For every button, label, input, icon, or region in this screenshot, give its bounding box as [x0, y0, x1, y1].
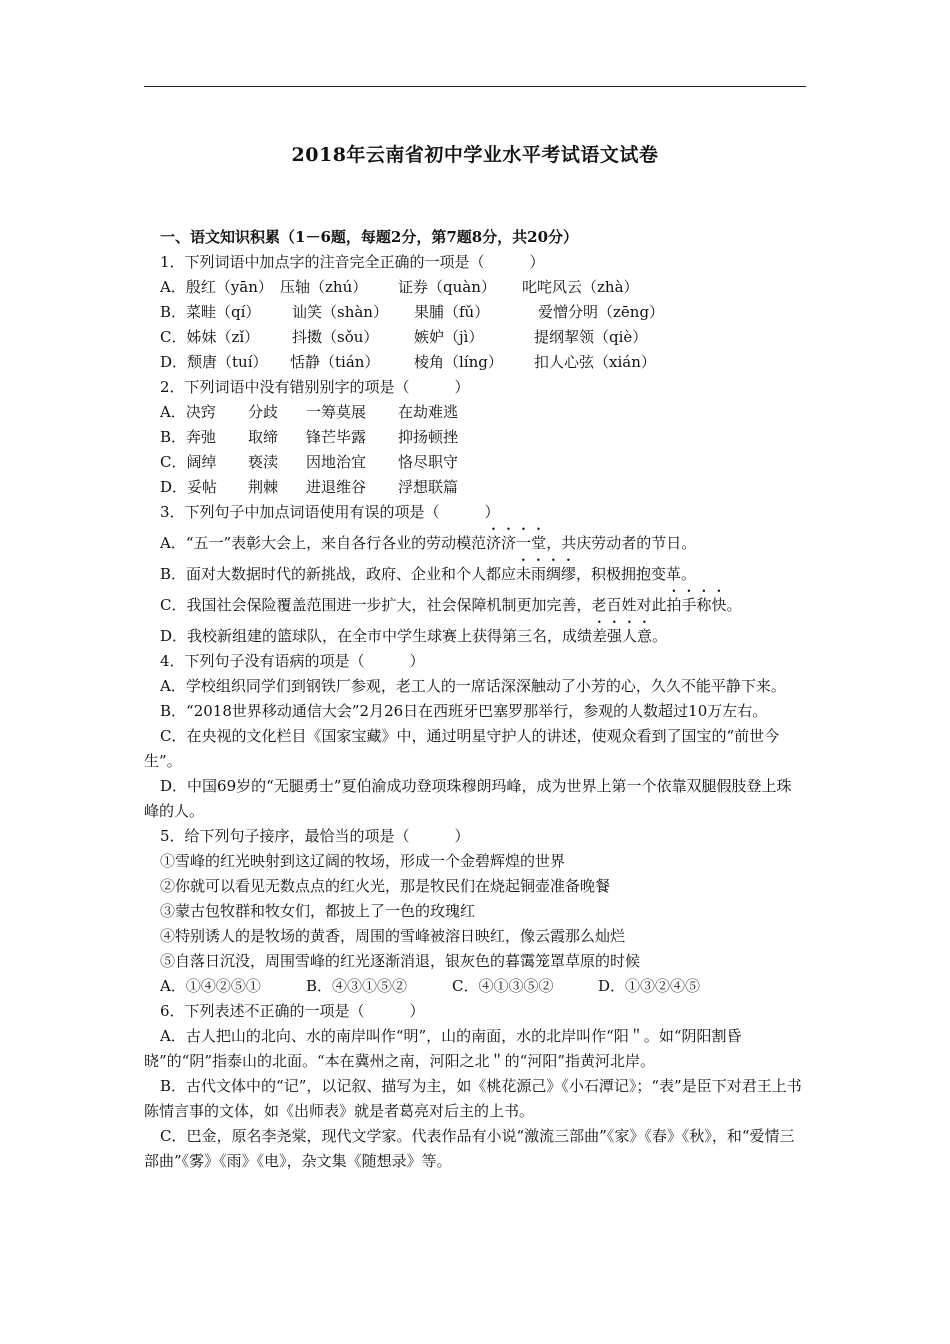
question-5-sentence-2: ②你就可以看见无数点点的红火光，那是牧民们在烧起铜壶准备晚餐: [160, 877, 611, 895]
question-6-option-b: B．古代文体中的“记”，以记叙、描写为主，如《桃花源己》《小石潭记》；“表”是臣下对君王上书陈情言事的文体，如《出师表》就是者葛亮对后主的上书。: [144, 1077, 802, 1120]
question-5-sentence-1: ①雪峰的红光映射到这辽阔的牧场，形成一个金碧辉煌的世界: [160, 852, 566, 870]
question-4-stem: 4．下列句子没有语病的项是（ ）: [160, 652, 425, 670]
question-4-option-b: B．“2018世界移动通信大会”2月26日在西班牙巴塞罗那举行，参观的人数超过10万左右。: [160, 702, 768, 720]
question-6-option-c: C．巴金，原名李尧棠，现代文学家。代表作品有小说“激流三部曲”《家》《春》《秋》，和“爱情三部曲”《雾》《雨》《电》，杂文集《随想录》等。: [144, 1127, 795, 1170]
question-1-option-c: C．姊妹（zǐ） 抖擞（sǒu） 嫉妒（jì） 提纲挈领（qiè）: [160, 328, 648, 346]
question-1-option-d: D．颓唐（tuí） 恬静（tián） 棱角（líng） 扣人心弦（xián）: [160, 353, 656, 371]
question-5-sentence-3: ③蒙古包牧群和牧女们，都披上了一色的玫瑰红: [160, 902, 476, 920]
dotted-phrase: 未雨绸缪: [516, 565, 577, 583]
question-4-option-d: D．中国69岁的“无腿勇士”夏伯渝成功登项珠穆朗玛峰，成为世界上第一个依靠双腿假肢登上珠峰的人。: [144, 777, 792, 820]
question-3-option-d: D．我校新组建的篮球队，在全市中学生球赛上获得第三名，成绩差强人意。: [160, 627, 668, 645]
question-2-option-c: C．阔绰 亵渎 因地治宜 恪尽职守: [160, 453, 459, 471]
question-1-stem: 1．下列词语中加点字的注音完全正确的一项是（ ）: [160, 253, 545, 271]
question-2-option-a: A．决窍 分歧 一筹莫展 在劫难逃: [160, 403, 459, 421]
question-2-stem: 2．下列词语中没有错别别字的项是（ ）: [160, 378, 470, 396]
question-3-stem: 3．下列句子中加点词语使用有误的项是（ ）: [160, 503, 500, 521]
question-3-option-b: B．面对大数据时代的新挑战，政府、企业和个人都应未雨绸缪，积极拥抱变革。: [160, 565, 697, 583]
question-5-sentence-5: ⑤自落日沉没，周围雪峰的红光逐渐消退，银灰色的暮霭笼罩草原的时候: [160, 952, 641, 970]
question-3-option-c: C．我国社会保险覆盖范围进一步扩大，社会保障机制更加完善，老百姓对此拍手称快。: [160, 596, 742, 614]
question-4-option-c: C．在央视的文化栏目《国家宝藏》中，通过明星守护人的讲述，使观众看到了国宝的“前世今生”。: [144, 727, 780, 770]
question-6-stem: 6．下列表述不正确的一项是（ ）: [160, 1002, 425, 1020]
question-4-option-a: A．学校组织同学们到钢铁厂参观，老工人的一席话深深触动了小芳的心，久久不能平静下来。: [160, 677, 786, 695]
question-2-option-b: B．奔弛 取缔 锋芒毕露 抑扬顿挫: [160, 428, 459, 446]
page-title: 2018年云南省初中学业水平考试语文试卷: [291, 144, 659, 166]
dotted-phrase: 拍手称快: [666, 596, 727, 614]
header-rule: [144, 86, 806, 87]
question-5-sentence-4: ④特别诱人的是牧场的黄香，周围的雪峰被溶日映红，像云霞那么灿烂: [160, 927, 626, 945]
dotted-phrase: 差强人意: [592, 627, 653, 645]
exam-content: [144, 225, 806, 1174]
question-5-options: A．①④②⑤① B．④③①⑤② C．④①③⑤② D．①③②④⑤: [160, 977, 701, 995]
question-6-option-a: A．古人把山的北向、水的南岸叫作“明”，山的南面，水的北岸叫作“阳＂。如“阴阳割昏晓”的“阴”指泰山的北面。“本在冀州之南，河阳之北＂的“河阳”指黄河北岸。: [144, 1027, 742, 1070]
dotted-phrase: 济济一堂: [486, 534, 547, 552]
question-1-option-b: B．菜畦（qí） 讪笑（shàn） 果脯（fǔ） 爱憎分明（zēng）: [160, 303, 665, 321]
section-heading: 一、语文知识积累（1－6题，每题2分，第7题8分，共20分）: [160, 228, 579, 246]
question-3-option-a: A．“五一”表彰大会上，来自各行各业的劳动模范济济一堂，共庆劳动者的节日。: [160, 534, 697, 552]
question-5-stem: 5．给下列句子接序，最恰当的项是（ ）: [160, 827, 470, 845]
question-2-option-d: D．妥帖 荆棘 进退维谷 浮想联篇: [160, 478, 459, 496]
question-1-option-a: A．殷红（yān） 压轴（zhú） 证券（quàn） 叱咤风云（zhà）: [160, 278, 639, 296]
